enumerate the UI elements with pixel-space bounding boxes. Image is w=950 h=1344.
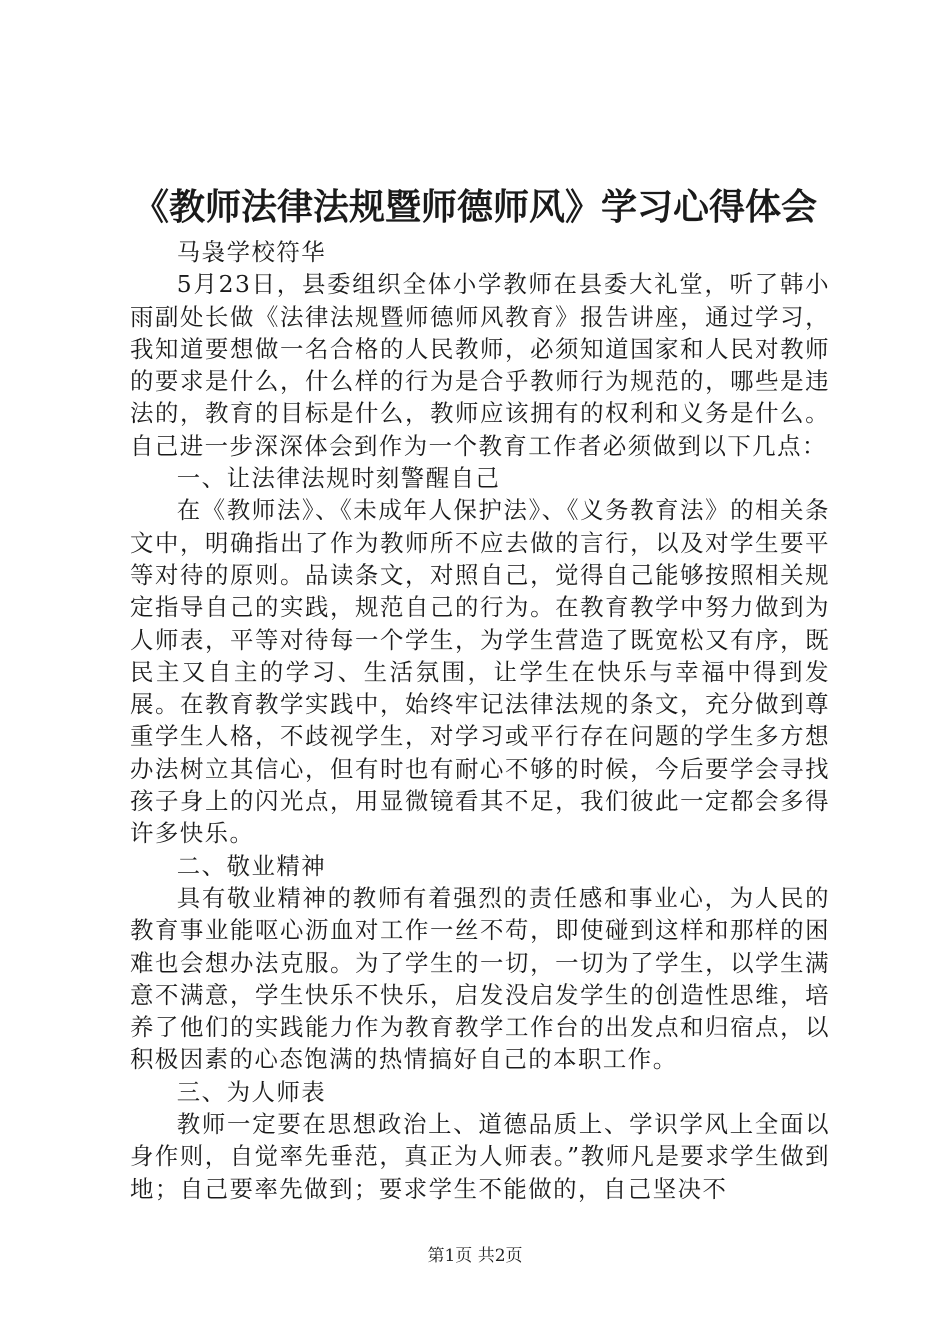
body-paragraph: 在《教师法》、《未成年人保护法》、《义务教育法》的相关条文中，明确指出了作为教师所不应去做的言行，以及对学生要平等对待的原则。品读条文，对照自己，觉得自己能够按照相关规定指导自己的实践，规范自己的行为。在教育教学中努力做到为人师表，平等对待每一个学生，为学生营造了既宽松又有序，既民主又自主的学习、生活氛围，让学生在快乐与幸福中得到发展。在教育教学实践中，始终牢记法律法规的条文，充分做到尊重学生人格，不歧视学生，对学习或平行存在问题的学生多方想办法树立其信心，但有时也有耐心不够的时候，今后要学会寻找孩子身上的闪光点，用显微镜看其不足，我们彼此一定都会多得许多快乐。: [130, 496, 830, 848]
body-paragraph: 具有敬业精神的教师有着强烈的责任感和事业心，为人民的教育事业能呕心沥血对工作一丝不苟，即使碰到这样和那样的困难也会想办法克服。为了学生的一切，一切为了学生，以学生满意不满意，学生快乐不快乐，启发没启发学生的创造性思维，培养了他们的实践能力作为教育教学工作台的出发点和归宿点，以积极因素的心态饱满的热情搞好自己的本职工作。: [130, 883, 830, 1074]
document-body: [130, 236, 830, 1205]
section-heading: 一、让法律法规时刻警醒自己: [176, 464, 501, 493]
section-heading: 三、为人师表: [176, 1077, 327, 1106]
page-footer: 第1页 共2页: [427, 1246, 523, 1266]
document-title: 《教师法律法规暨师德师风》学习心得体会: [132, 186, 817, 228]
body-paragraph: 教师一定要在思想政治上、道德品质上、学识学风上全面以身作则，自觉率先垂范，真正为人师表。”教师凡是要求学生做到地；自己要率先做到；要求学生不能做的，自己坚决不: [130, 1110, 830, 1203]
section-heading: 二、敬业精神: [176, 851, 327, 880]
body-paragraph: 5月23日，县委组织全体小学教师在县委大礼堂，听了韩小雨副处长做《法律法规暨师德师风教育》报告讲座，通过学习，我知道要想做一名合格的人民教师，必须知道国家和人民对教师的要求是什么，什么样的行为是合乎教师行为规范的，哪些是违法的，教育的目标是什么，教师应该拥有的权利和义务是什么。自己进一步深深体会到作为一个教育工作者必须做到以下几点：: [130, 270, 830, 460]
author-line: 马袅学校符华: [176, 238, 327, 266]
